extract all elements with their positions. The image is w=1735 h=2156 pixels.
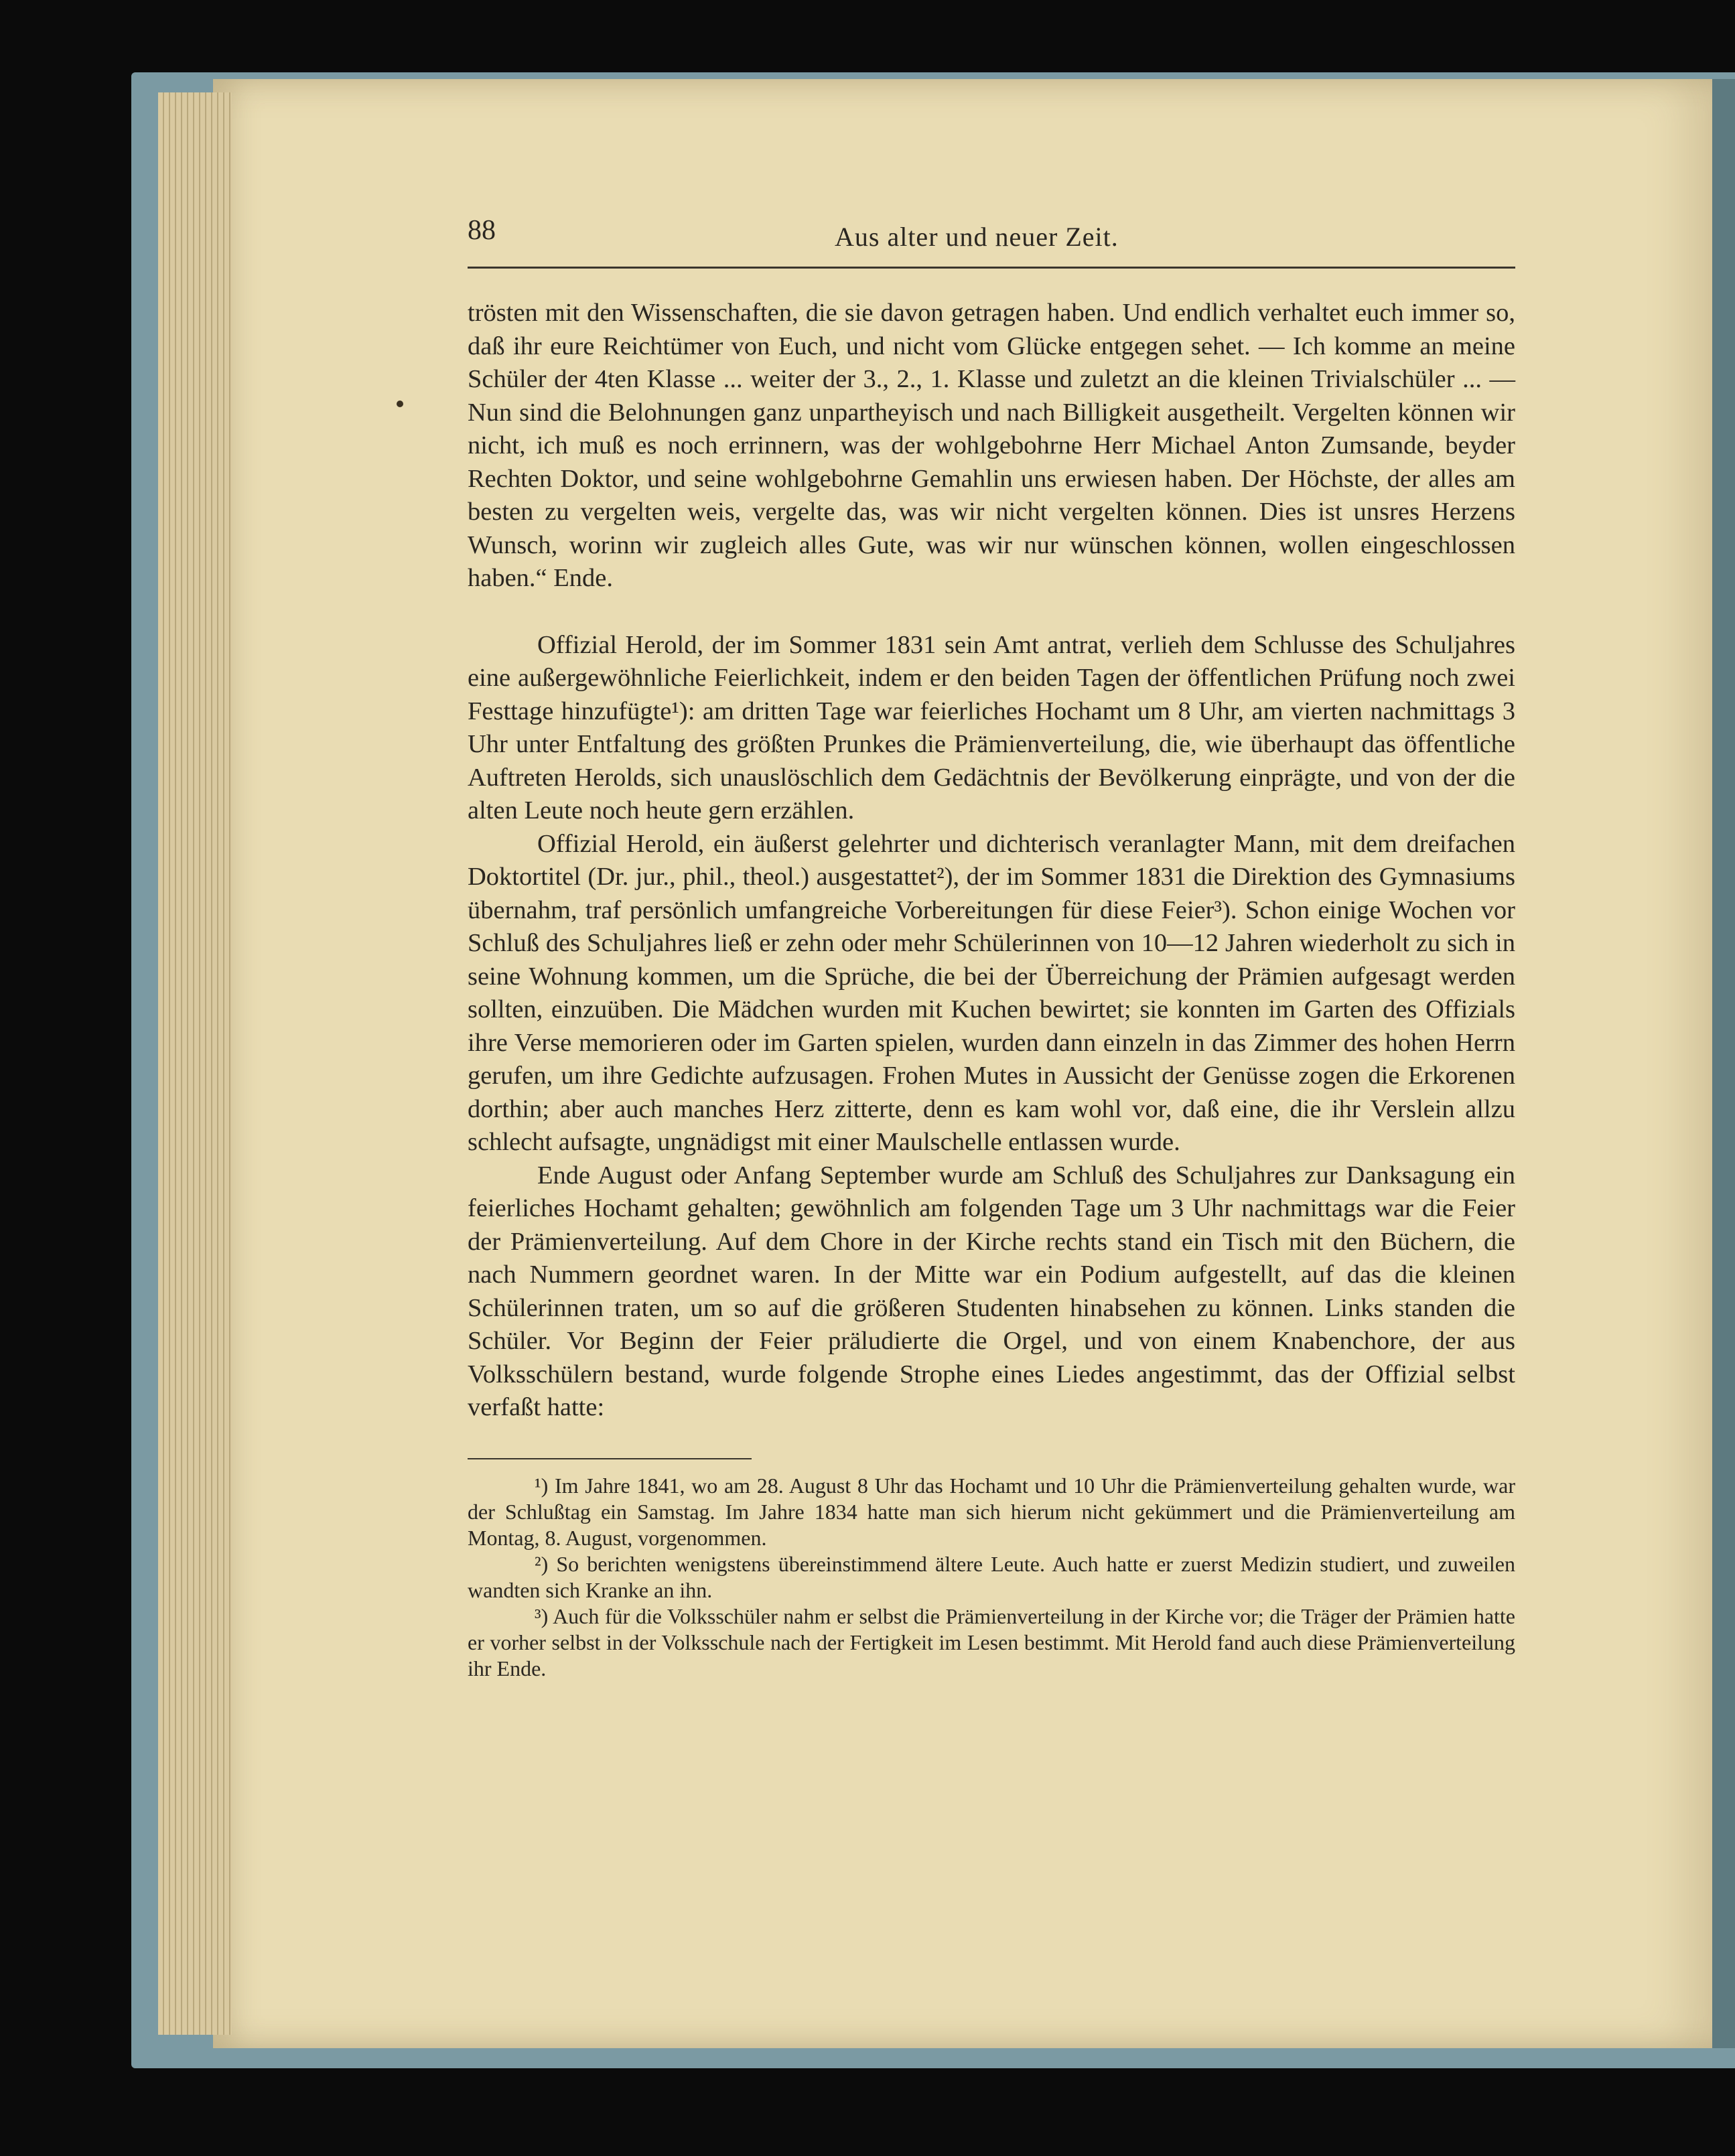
margin-dot	[397, 401, 403, 407]
paragraph: Offizial Herold, ein äußerst gelehrter und dichterisch veranlagter Mann, mit dem dreifachen Doktortitel (Dr. jur., phil., theol.) ausgestattet²), der im Sommer 1831 die Direktion des Gymnasiums übernahm, traf persönlich umfangreiche Vorbereitungen für diese Feier³). Schon einige Wochen vor Schluß des Schuljahres ließ er zehn oder mehr Schülerinnen von 10—12 Jahren wiederholt zu sich in seine Wohnung kommen, um die Sprüche, die bei der Überreichung der Prämien aufgesagt werden sollten, einzuüben. Die Mädchen wurden mit Kuchen bewirtet; sie konnten im Garten des Offizials ihre Verse memorieren oder im Garten spielen, wurden dann einzeln in das Zimmer des hohen Herrn gerufen, um ihre Gedichte aufzusagen. Frohen Mutes in Aussicht der Genüsse zogen die Erkorenen dorthin; aber auch manches Herz zitterte, denn es kam wohl vor, daß eine, die ihr Verslein allzu schlecht aufsagte, ungnädigst mit einer Maulschelle entlassen wurde.	[468, 829, 1515, 1156]
footnote: ¹) Im Jahre 1841, wo am 28. August 8 Uhr das Hochamt und 10 Uhr die Prämienverteilung gehalten wurde, war der Schlußtag ein Samstag. Im Jahre 1834 hatte man sich hierum nicht gekümmert und die Prämienverteilung am Montag, 8. August, vorgenommen.	[468, 1473, 1515, 1550]
paragraph: trösten mit den Wissenschaften, die sie davon getragen haben. Und endlich verhaltet euch immer so, daß ihr eure Reichtümer von Euch, und nicht vom Glücke entgegen sehet. — Ich komme an meine Schüler der 4ten Klasse ... weiter der 3., 2., 1. Klasse und zuletzt an die kleinen Trivialschüler ... — Nun sind die Belohnungen ganz unpartheyisch und nach Billigkeit ausgetheilt. Vergelten können wir nicht, ich muß es noch errinnern, was der wohlgebohrne Herr Michael Anton Zumsande, beyder Rechten Doktor, und seine wohlgebohrne Gemahlin uns erwiesen haben. Der Höchste, der alles am besten zu vergelten weis, vergelte das, was wir nicht vergelten können. Dies ist unsres Herzens Wunsch, worinn wir zugleich alles Gute, was wir nur wünschen können, wollen eingeschlossen haben.“ Ende.	[468, 299, 1515, 592]
page-edges	[158, 92, 232, 2035]
text-block	[468, 214, 1515, 1682]
paragraph: Ende August oder Anfang September wurde am Schluß des Schuljahres zur Danksagung ein feierliches Hochamt gehalten; gewöhnlich am folgenden Tage um 3 Uhr nachmittags war die Feier der Prämienverteilung. Auf dem Chore in der Kirche rechts stand ein Tisch mit den Büchern, die nach Nummern geordnet waren. In der Mitte war ein Podium aufgestellt, auf das die kleinen Schülerinnen traten, um so auf die größeren Studenten hinabsehen zu können. Links standen die Schüler. Vor Beginn der Feier präludierte die Orgel, und von einem Knabenchore, der aus Volksschülern bestand, wurde folgende Strophe eines Liedes angestimmt, das der Offizial selbst verfaßt hatte:	[468, 1161, 1515, 1421]
footnote: ³) Auch für die Volksschüler nahm er selbst die Prämienverteilung in der Kirche vor; die Träger der Prämien hatte er vorher selbst in der Volksschule nach der Fertigkeit im Lesen bestimmt. Mit Herold fand auch diese Prämienverteilung ihr Ende.	[468, 1603, 1515, 1680]
footnote-divider	[468, 1458, 752, 1459]
running-title: Aus alter und neuer Zeit.	[835, 222, 1119, 252]
body-text	[468, 297, 1515, 1425]
page-header	[468, 214, 1515, 269]
footnotes	[468, 1473, 1515, 1682]
footnote: ²) So berichten wenigstens übereinstimmend ältere Leute. Auch hatte er zuerst Medizin studiert, und zuweilen wandten sich Kranke an ihn.	[468, 1551, 1515, 1602]
paragraph: Offizial Herold, der im Sommer 1831 sein Amt antrat, verlieh dem Schlusse des Schuljahres eine außergewöhnliche Feierlichkeit, indem er den beiden Tagen der öffentlichen Prüfung noch zwei Festtage hinzufügte¹): am dritten Tage war feierliches Hochamt um 8 Uhr, am vierten nachmittags 3 Uhr unter Entfaltung des größten Prunkes die Prämienverteilung, die, wie überhaupt das öffentliche Auftreten Herolds, sich unauslöschlich dem Gedächtnis der Bevölkerung einprägte, und von der die alten Leute noch heute gern erzählen.	[468, 630, 1515, 824]
right-cover-strip	[1712, 79, 1735, 2048]
page-number: 88	[468, 215, 496, 246]
